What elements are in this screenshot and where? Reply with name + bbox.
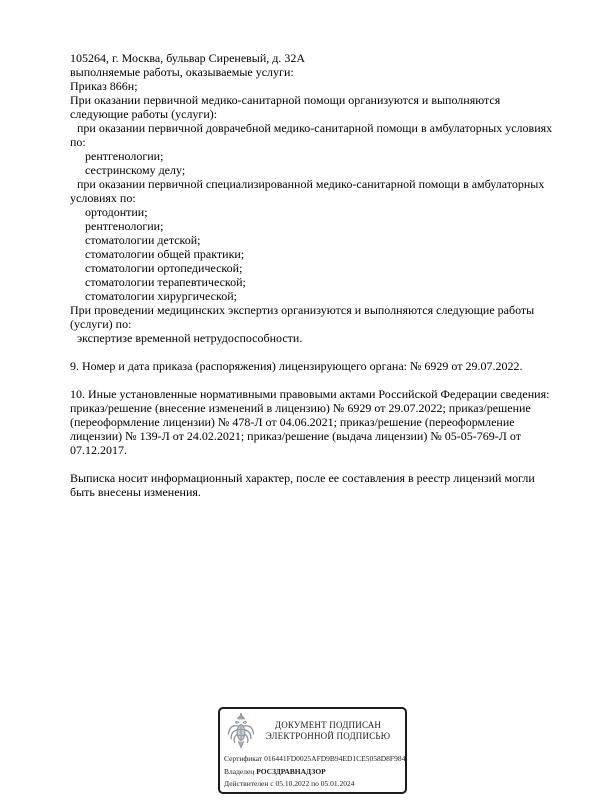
stamp-title-line2: ЭЛЕКТРОННОЙ ПОДПИСЬЮ xyxy=(265,731,391,741)
service-item: сестринскому делу; xyxy=(85,163,186,177)
validity-line: Действителен с 05.10.2022 по 05.01.2024 xyxy=(224,779,355,788)
primary-care-intro: При оказании первичной медико-санитарной помощи организуются и выполняются следующие работы (услуги): xyxy=(70,93,501,121)
stamp-title xyxy=(256,720,400,742)
owner-label: Владелец xyxy=(224,766,255,776)
certificate-value: 016441FD0025AFD9B94ED1CE5058D8F984 xyxy=(264,754,406,763)
order-ref-line: Приказ 866н; xyxy=(70,79,138,93)
expertise-intro: При проведении медицинских экспертиз организуются и выполняются следующие работы (услуги) по: xyxy=(70,303,535,331)
service-item: стоматологии детской; xyxy=(85,233,201,247)
works-services-heading: выполняемые работы, оказываемые услуги: xyxy=(70,65,294,79)
specialized-care-intro: при оказании первичной специализированной медико-санитарной помощи в амбулаторных условиях по: xyxy=(70,177,545,205)
owner-line xyxy=(224,766,400,779)
address-line: 105264, г. Москва, бульвар Сиреневый, д. 32А xyxy=(70,51,306,65)
document-body xyxy=(70,51,560,499)
stamp-title-line1: ДОКУМЕНТ ПОДПИСАН xyxy=(274,720,382,730)
service-item: стоматологии терапевтической; xyxy=(85,275,246,289)
stamp-details xyxy=(224,753,406,791)
service-item: рентгенологии; xyxy=(85,149,164,163)
certificate-label: Сертификат xyxy=(224,754,263,763)
section-10-other-info: 10. Иные установленные нормативными правовыми актами Российской Федерации сведения: приказ/решение (внесение изменений в лицензию) № 6929 от 29.07.2022; приказ/решение (переоформление лицензии) № 478-Л от 04.06.2021; приказ/решение (переоформление лицензии) № 139-Л от 24.02.2021; приказ/решение (выдача лицензии) № 05-05-769-Л от 07.12.2017. xyxy=(70,387,550,457)
roszdravnadzor-eagle-emblem-icon xyxy=(226,712,256,750)
pre-medical-care-intro: при оказании первичной доврачебной медико-санитарной помощи в амбулаторных условиях по: xyxy=(70,121,553,149)
service-item: стоматологии общей практики; xyxy=(85,247,245,261)
service-item: рентгенологии; xyxy=(85,219,164,233)
service-item: экспертизе временной нетрудоспособности. xyxy=(77,331,303,345)
owner-value: РОСЗДРАВНАДЗОР xyxy=(256,766,326,776)
service-item: стоматологии хирургической; xyxy=(85,289,237,303)
disclaimer-note: Выписка носит информационный характер, после ее составления в реестр лицензий могли быть внесены изменения. xyxy=(70,471,535,499)
section-9-order-number: 9. Номер и дата приказа (распоряжения) лицензирующего органа: № 6929 от 29.07.2022. xyxy=(70,359,523,373)
service-item: стоматологии ортопедической; xyxy=(85,261,243,275)
certificate-line xyxy=(224,753,406,766)
stamp-header xyxy=(224,712,400,750)
electronic-signature-stamp xyxy=(218,707,407,794)
service-item: ортодонтии; xyxy=(85,205,148,219)
